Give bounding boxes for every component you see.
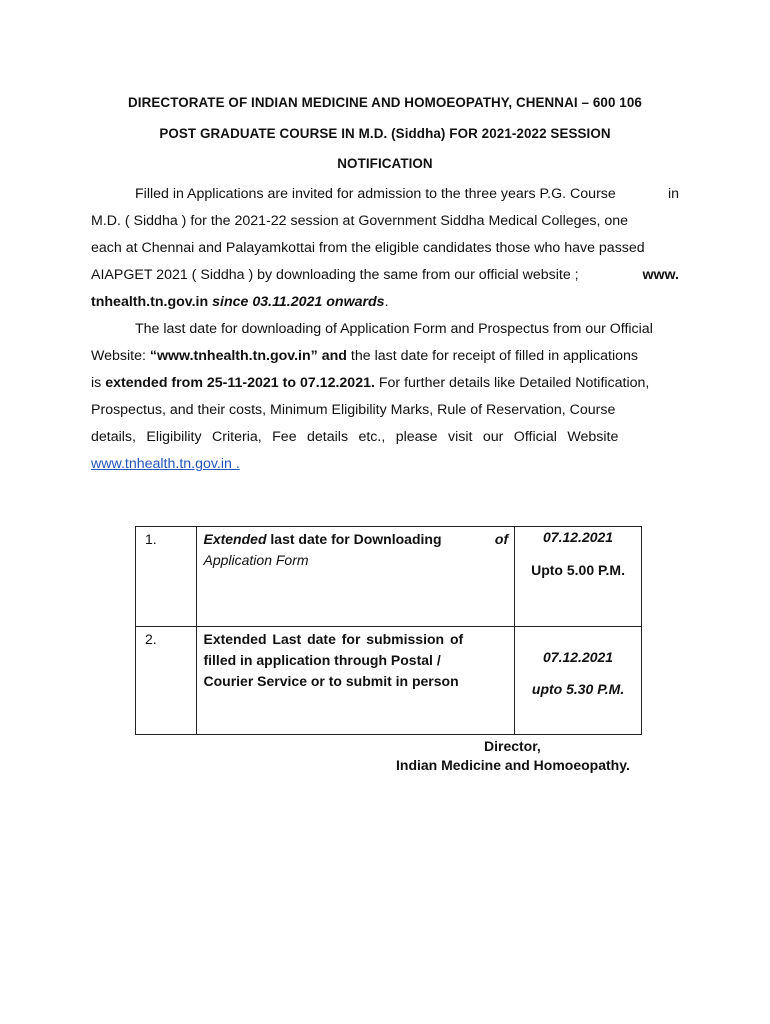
row-number: 2. xyxy=(136,627,197,735)
deadline-date: 07.12.2021 xyxy=(543,529,614,545)
paragraph-invitation xyxy=(91,181,679,316)
deadline-time: upto 5.30 P.M. xyxy=(531,681,625,697)
notification-heading: NOTIFICATION xyxy=(337,156,433,171)
row-deadline xyxy=(515,527,642,627)
para2-line3: is extended from 25-11-2021 to 07.12.2021. For further details like Detailed Notification, xyxy=(91,375,650,391)
para2-line4: Prospectus, and their costs, Minimum Eligibility Marks, Rule of Reservation, Course xyxy=(91,402,616,418)
para2-line6 xyxy=(91,451,679,478)
row-deadline xyxy=(515,627,642,735)
extended-dates: extended from 25-11-2021 to 07.12.2021. xyxy=(105,375,375,391)
row-description: Extended last date for Downloading of Application Form xyxy=(197,527,515,627)
para1-line4: AIAPGET 2021 ( Siddha ) by downloading the same from our official website ; www. xyxy=(91,267,679,283)
schedule-table xyxy=(135,526,642,735)
signature-title: Director, xyxy=(484,738,541,754)
signature-department: Indian Medicine and Homoeopathy. xyxy=(396,757,630,773)
since-date: since 03.11.2021 onwards xyxy=(212,294,385,310)
para1-line3: each at Chennai and Palayamkottai from the eligible candidates those who have passed xyxy=(91,240,645,256)
official-website-link[interactable]: www.tnhealth.tn.gov.in . xyxy=(91,456,240,472)
para2-line2: Website: “www.tnhealth.tn.gov.in” and the last date for receipt of filled in applications xyxy=(91,348,638,364)
para1-line5: tnhealth.tn.gov.in since 03.11.2021 onwards. xyxy=(91,294,389,310)
paragraph-last-date xyxy=(91,316,679,478)
table-row xyxy=(136,627,642,735)
table-row xyxy=(136,527,642,627)
para1-line1: Filled in Applications are invited for admission to the three years P.G. Course in xyxy=(135,186,679,202)
website-quoted: “www.tnhealth.tn.gov.in” xyxy=(149,348,318,364)
website-text: tnhealth.tn.gov.in xyxy=(91,294,209,310)
deadline-time: Upto 5.00 P.M. xyxy=(531,562,625,578)
directorate-heading: DIRECTORATE OF INDIAN MEDICINE AND HOMOEOPATHY, CHENNAI – 600 106 xyxy=(128,95,642,110)
row-number: 1. xyxy=(136,527,197,627)
para2-line5: details, Eligibility Criteria, Fee details etc., please visit our Official Website xyxy=(91,429,619,445)
row-description: Extended Last date for submission of filled in application through Postal / Courier Service or to submit in person xyxy=(197,627,515,735)
course-heading: POST GRADUATE COURSE IN M.D. (Siddha) FOR 2021-2022 SESSION xyxy=(159,126,611,141)
para2-line1: The last date for downloading of Application Form and Prospectus from our Official xyxy=(135,321,653,337)
para1-line2: M.D. ( Siddha ) for the 2021-22 session at Government Siddha Medical Colleges, one xyxy=(91,213,629,229)
deadline-date: 07.12.2021 xyxy=(543,649,614,665)
